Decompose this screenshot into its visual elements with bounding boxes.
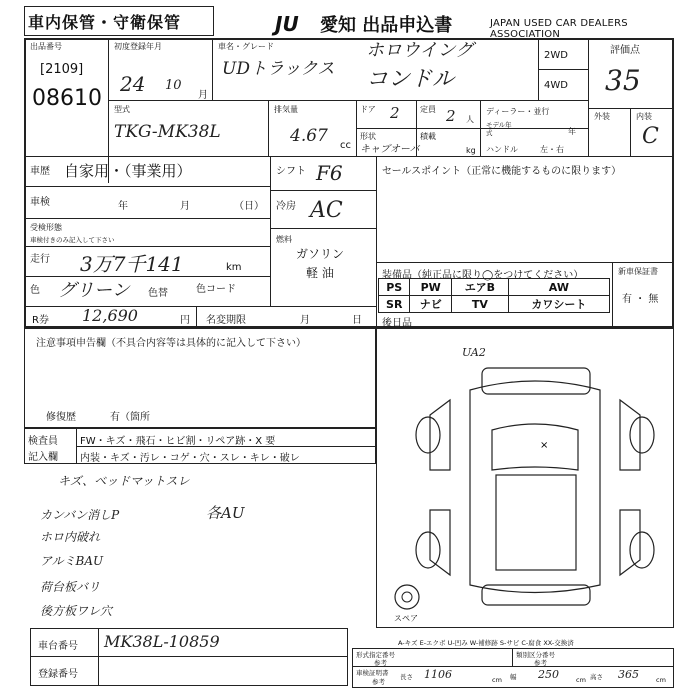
color-code-label: 色コード (196, 284, 236, 295)
equipment-table (378, 278, 610, 313)
class-number-ref: 参考 (534, 659, 547, 667)
car-grade: ホロウイング (366, 40, 474, 61)
equip-tv: TV (452, 296, 509, 313)
warranty-label: 新車保証書 (618, 267, 658, 276)
length-value: 1106 (424, 668, 452, 681)
doors-value: 2 (390, 104, 400, 122)
fuel-value: ガソリン (296, 247, 345, 261)
drive-4wd: 4WD (544, 80, 568, 91)
name-change-day: 日 (352, 315, 362, 326)
displacement-value: 4.67 (290, 126, 328, 146)
interior-value: C (642, 124, 659, 149)
form-number-ref: 参考 (374, 659, 387, 667)
load-unit: kg (466, 146, 476, 155)
width-label: 幅 (510, 673, 517, 681)
recycle-label: R券 (32, 315, 49, 326)
length-unit: cm (492, 676, 502, 684)
drive-2wd: 2WD (544, 50, 568, 61)
sales-point-label: セールスポイント（正常に機能するものに限ります） (382, 166, 622, 177)
remark-5: 荷台板バリ (40, 580, 101, 594)
repair-label: 修復歴 (46, 412, 76, 423)
form-title: 愛知 出品申込書 (320, 15, 453, 36)
name-change-month: 月 (300, 315, 310, 326)
remark-1: キズ、ベッドマットスレ (58, 474, 190, 488)
cooling-label: 冷房 (276, 201, 296, 212)
exterior-label: 外装 (594, 112, 610, 121)
remark-side: 各AU (206, 504, 245, 522)
inspection-day: （日） (234, 201, 264, 212)
equip-airbag: エアB (452, 279, 509, 296)
warranty-options: 有 ・ 無 (622, 294, 659, 305)
color-label: 色 (30, 285, 40, 296)
shift-value: F6 (316, 161, 343, 185)
mileage-value: 3万7千141 (80, 252, 184, 276)
score-value: 35 (605, 64, 641, 97)
remark-3: ホロ内破れ (40, 530, 101, 544)
equip-leather-seat: カワシート (508, 296, 609, 313)
spare-tire-icon (392, 582, 422, 612)
shape-label: 形状 (360, 132, 376, 141)
damage-legend: A-キズ E-エクボ U-凹み W-補修跡 S-サビ C-腐食 XX-交換済 (398, 639, 574, 647)
capacity-unit: 人 (466, 115, 474, 124)
inspector-row1: FW・キズ・飛石・ヒビ割・リペア跡・X 要 (80, 436, 276, 447)
ju-logo: JU (275, 12, 299, 36)
chassis-label: 車台番号 (38, 641, 78, 652)
history-label: 車歴 (30, 166, 50, 177)
color-value: グリーン (58, 280, 130, 301)
inspector-label: 検査員 (28, 436, 58, 447)
class-number-label: 類別区分番号 (516, 651, 555, 659)
doors-label: ドア (360, 105, 376, 114)
svg-text:×: × (540, 440, 549, 451)
cooling-value: AC (310, 198, 343, 223)
width-unit: cm (576, 676, 586, 684)
dealer-label: ディーラー・並行 (486, 107, 550, 116)
inspection-label: 車検 (30, 197, 50, 208)
listing-sub-number: [2109] (40, 62, 84, 77)
plate-label: 登録番号 (38, 669, 78, 680)
handle-label: ハンドル (486, 145, 518, 154)
fuel-label: 燃料 (276, 235, 292, 244)
reg-cert-ref: 参考 (372, 678, 385, 686)
listing-number-label: 出品番号 (30, 42, 62, 51)
height-value: 365 (618, 668, 639, 681)
equip-ps: PS (379, 279, 410, 296)
equipment-label: 装備品（純正品に限り◯をつけてください） (382, 270, 584, 281)
name-change-label: 名変期限 (206, 315, 246, 326)
inspector-row2: 内装・キズ・汚レ・コゲ・穴・スレ・キレ・破レ (80, 453, 300, 464)
capacity-value: 2 (446, 107, 456, 125)
car-maker: UDトラックス (222, 59, 335, 79)
storage-title: 車内保管・守衛保管 (28, 13, 182, 32)
model-value: TKG-MK38L (114, 122, 221, 142)
height-unit: cm (656, 676, 666, 684)
model-label: 型式 (114, 105, 130, 114)
registration-month: 10 (165, 78, 182, 93)
acceptance-note: 車検付きのみ記入して下さい (30, 236, 115, 244)
registration-year: 24 (120, 72, 146, 96)
load-label: 積載 (420, 132, 436, 141)
car-name-label: 車名・グレード (218, 42, 274, 51)
equip-navi: ナビ (410, 296, 452, 313)
model-year-label: モデル年式 (486, 121, 512, 137)
history-value: 自家用・（事業用） (64, 162, 192, 180)
remark-4: アルミBAU (40, 554, 104, 568)
equip-pw: PW (410, 279, 452, 296)
length-label: 長さ (400, 673, 413, 681)
capacity-label: 定員 (420, 105, 436, 114)
spare-label: スペア (394, 614, 418, 623)
acceptance-label: 受検形態 (30, 223, 62, 232)
score-label: 評価点 (610, 45, 640, 56)
later-label: 後日品 (382, 318, 412, 329)
equip-aw: AW (508, 279, 609, 296)
equip-sr: SR (379, 296, 410, 313)
inspector-entry-label: 記入欄 (28, 452, 58, 463)
shape-value: キャブオーバ (360, 144, 420, 155)
registration-label: 初度登録年月 (114, 42, 162, 51)
remark-6: 後方板ワレ穴 (40, 604, 113, 618)
reg-cert-label: 車検証明書 (356, 669, 389, 677)
notes-label: 注意事項申告欄（不具合内容等は具体的に記入して下さい） (36, 338, 306, 349)
recycle-value: 12,690 (82, 306, 138, 325)
recycle-unit: 円 (180, 315, 190, 326)
mileage-label: 走行 (30, 254, 50, 265)
displacement-label: 排気量 (274, 105, 298, 114)
model-year-unit: 年 (568, 127, 576, 136)
diagram-top-label: UA2 (462, 346, 486, 359)
car-diagram (410, 360, 660, 615)
remark-2: カンバン消しP (40, 508, 120, 522)
displacement-unit: cc (340, 140, 351, 151)
inspection-month: 月 (180, 201, 190, 212)
listing-number: 08610 (32, 86, 102, 111)
mileage-unit: km (226, 262, 242, 273)
handle-value: 左・右 (540, 145, 564, 154)
interior-label: 内装 (636, 112, 652, 121)
fuel-value2: 軽 油 (306, 266, 334, 280)
form-number-label: 形式指定番号 (356, 651, 395, 659)
inspection-year: 年 (118, 201, 128, 212)
registration-month-unit: 月 (198, 90, 208, 101)
repair-value: 有（箇所 (110, 412, 150, 423)
height-label: 高さ (590, 673, 603, 681)
shift-label: シフト (276, 166, 306, 177)
width-value: 250 (538, 668, 559, 681)
chassis-value: MK38L-10859 (104, 632, 220, 651)
color-change: 色替 (148, 288, 168, 299)
car-name: コンドル (366, 67, 455, 92)
association-name: JAPAN USED CAR DEALERS ASSOCIATION (490, 18, 628, 40)
